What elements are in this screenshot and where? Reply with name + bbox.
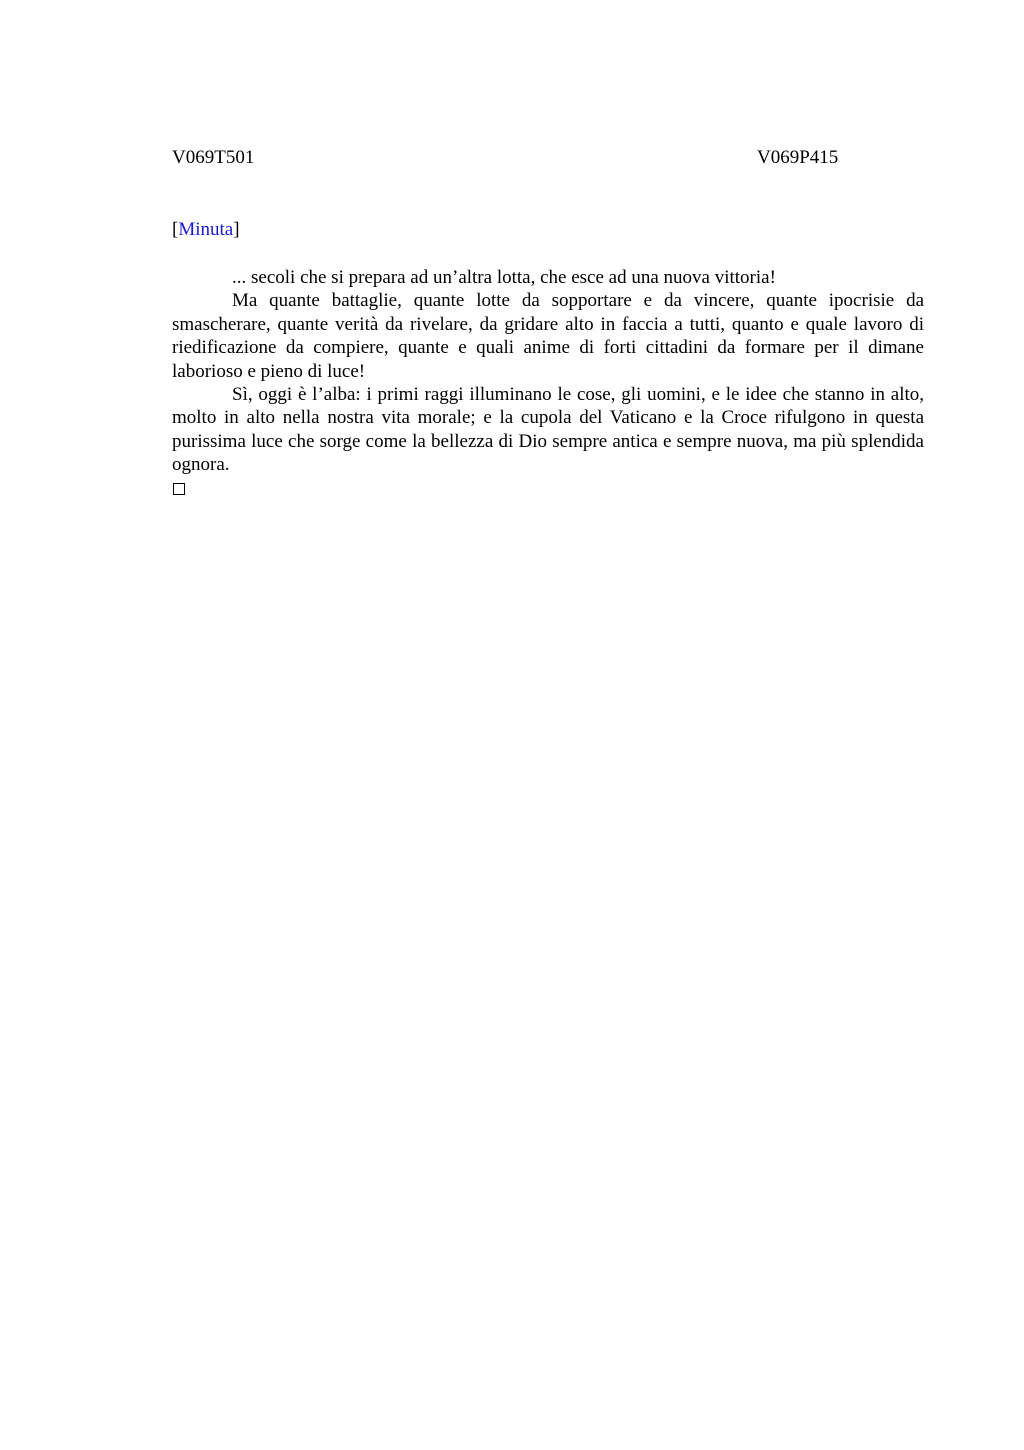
end-marker-box-icon — [173, 483, 185, 495]
open-bracket: [ — [172, 219, 179, 240]
paragraph-3: Sì, oggi è l’alba: i primi raggi illuminano le cose, gli uomini, e le idee che stanno in alto, molto in alto nella nostra vita morale; e la cupola del Vaticano e la Croce rifulgono in questa purissima luce che sorge come la bellezza di Dio sempre antica e sempre nuova, ma più splendida ognora. — [172, 384, 924, 476]
document-code-left: V069T501 — [172, 147, 255, 168]
section-label — [172, 218, 240, 242]
paragraph-1: ... secoli che si prepara ad un’altra lotta, che esce ad una nuova vittoria! — [232, 267, 776, 288]
body-text — [172, 266, 924, 477]
close-bracket: ] — [233, 219, 240, 240]
document-code-right: V069P415 — [757, 147, 839, 168]
paragraph-2: Ma quante battaglie, quante lotte da sopportare e da vincere, quante ipocrisie da smascherare, quante verità da rivelare, da gridare alto in faccia a tutti, quanto e quale lavoro di riedificazione da compiere, quante e quali anime di forti cittadini da formare per il dimane laborioso e pieno di luce! — [172, 290, 924, 382]
minuta-link[interactable]: Minuta — [178, 219, 234, 240]
